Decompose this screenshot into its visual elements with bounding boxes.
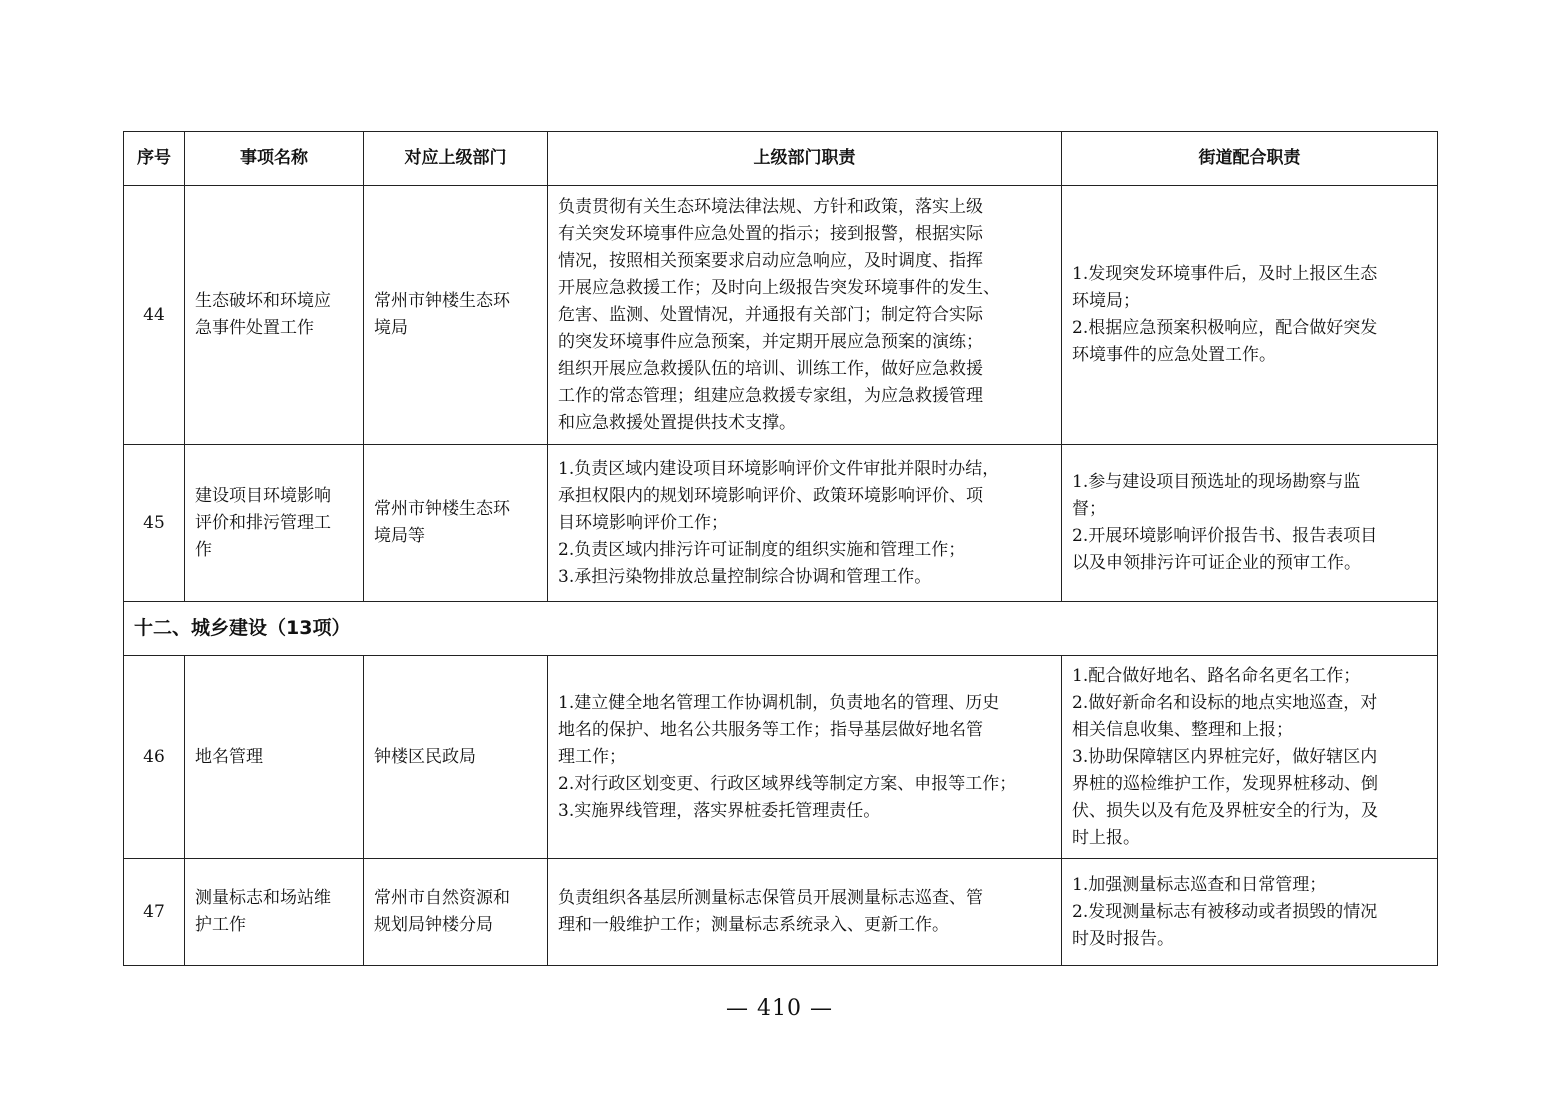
row-department: 钟楼区民政局 xyxy=(364,656,548,859)
row-street-duty: 1.加强测量标志巡查和日常管理； 2.发现测量标志有被移动或者损毁的情况 时及时报告。 xyxy=(1062,859,1438,966)
row-number: 44 xyxy=(124,186,185,445)
row-item-name: 测量标志和场站维 护工作 xyxy=(185,859,364,966)
row-superior-duty: 1.负责区域内建设项目环境影响评价文件审批并限时办结， 承担权限内的规划环境影响评价、政策环境影响评价、项 目环境影响评价工作； 2.负责区域内排污许可证制度的组织实施和管理工作； 3.承担污染物排放总量控制综合协调和管理工作。 xyxy=(548,445,1062,602)
row-superior-duty: 负责组织各基层所测量标志保管员开展测量标志巡查、管 理和一般维护工作；测量标志系统录入、更新工作。 xyxy=(548,859,1062,966)
row-number: 47 xyxy=(124,859,185,966)
table-row xyxy=(124,859,1438,966)
table-row xyxy=(124,186,1438,445)
row-department: 常州市自然资源和 规划局钟楼分局 xyxy=(364,859,548,966)
section-title: 十二、城乡建设（13项） xyxy=(124,602,1438,656)
header-superior-department: 对应上级部门 xyxy=(364,132,548,186)
row-street-duty: 1.发现突发环境事件后，及时上报区生态 环境局； 2.根据应急预案积极响应，配合做好突发 环境事件的应急处置工作。 xyxy=(1062,186,1438,445)
row-item-name: 建设项目环境影响 评价和排污管理工 作 xyxy=(185,445,364,602)
table-header-row xyxy=(124,132,1438,186)
row-number: 45 xyxy=(124,445,185,602)
header-superior-duties: 上级部门职责 xyxy=(548,132,1062,186)
header-street-duties: 街道配合职责 xyxy=(1062,132,1438,186)
row-street-duty: 1.参与建设项目预选址的现场勘察与监 督； 2.开展环境影响评价报告书、报告表项目 以及申领排污许可证企业的预审工作。 xyxy=(1062,445,1438,602)
row-item-name: 地名管理 xyxy=(185,656,364,859)
table-row xyxy=(124,656,1438,859)
row-department: 常州市钟楼生态环 境局 xyxy=(364,186,548,445)
table-row xyxy=(124,445,1438,602)
header-item-name: 事项名称 xyxy=(185,132,364,186)
section-heading-row xyxy=(124,602,1438,656)
header-number: 序号 xyxy=(124,132,185,186)
row-street-duty: 1.配合做好地名、路名命名更名工作； 2.做好新命名和设标的地点实地巡查，对 相关信息收集、整理和上报； 3.协助保障辖区内界桩完好，做好辖区内 界桩的巡检维护工作，发现界桩移动、倒 伏、损失以及有危及界桩安全的行为，及 时上报。 xyxy=(1062,656,1438,859)
row-superior-duty: 1.建立健全地名管理工作协调机制，负责地名的管理、历史 地名的保护、地名公共服务等工作；指导基层做好地名管 理工作； 2.对行政区划变更、行政区域界线等制定方案、申报等工作； 3.实施界线管理，落实界桩委托管理责任。 xyxy=(548,656,1062,859)
row-superior-duty: 负责贯彻有关生态环境法律法规、方针和政策，落实上级 有关突发环境事件应急处置的指示；接到报警，根据实际 情况，按照相关预案要求启动应急响应，及时调度、指挥 开展应急救援工作；及时向上级报告突发环境事件的发生、 危害、监测、处置情况，并通报有关部门；制定符合实际 的突发环境事件应急预案，并定期开展应急预案的演练； 组织开展应急救援队伍的培训、训练工作，做好应急救援 工作的常态管理；组建应急救援专家组，为应急救援管理 和应急救援处置提供技术支撑。 xyxy=(548,186,1062,445)
page-number: — 410 — xyxy=(726,996,833,1021)
duty-table xyxy=(123,131,1438,966)
row-item-name: 生态破坏和环境应 急事件处置工作 xyxy=(185,186,364,445)
row-department: 常州市钟楼生态环 境局等 xyxy=(364,445,548,602)
row-number: 46 xyxy=(124,656,185,859)
